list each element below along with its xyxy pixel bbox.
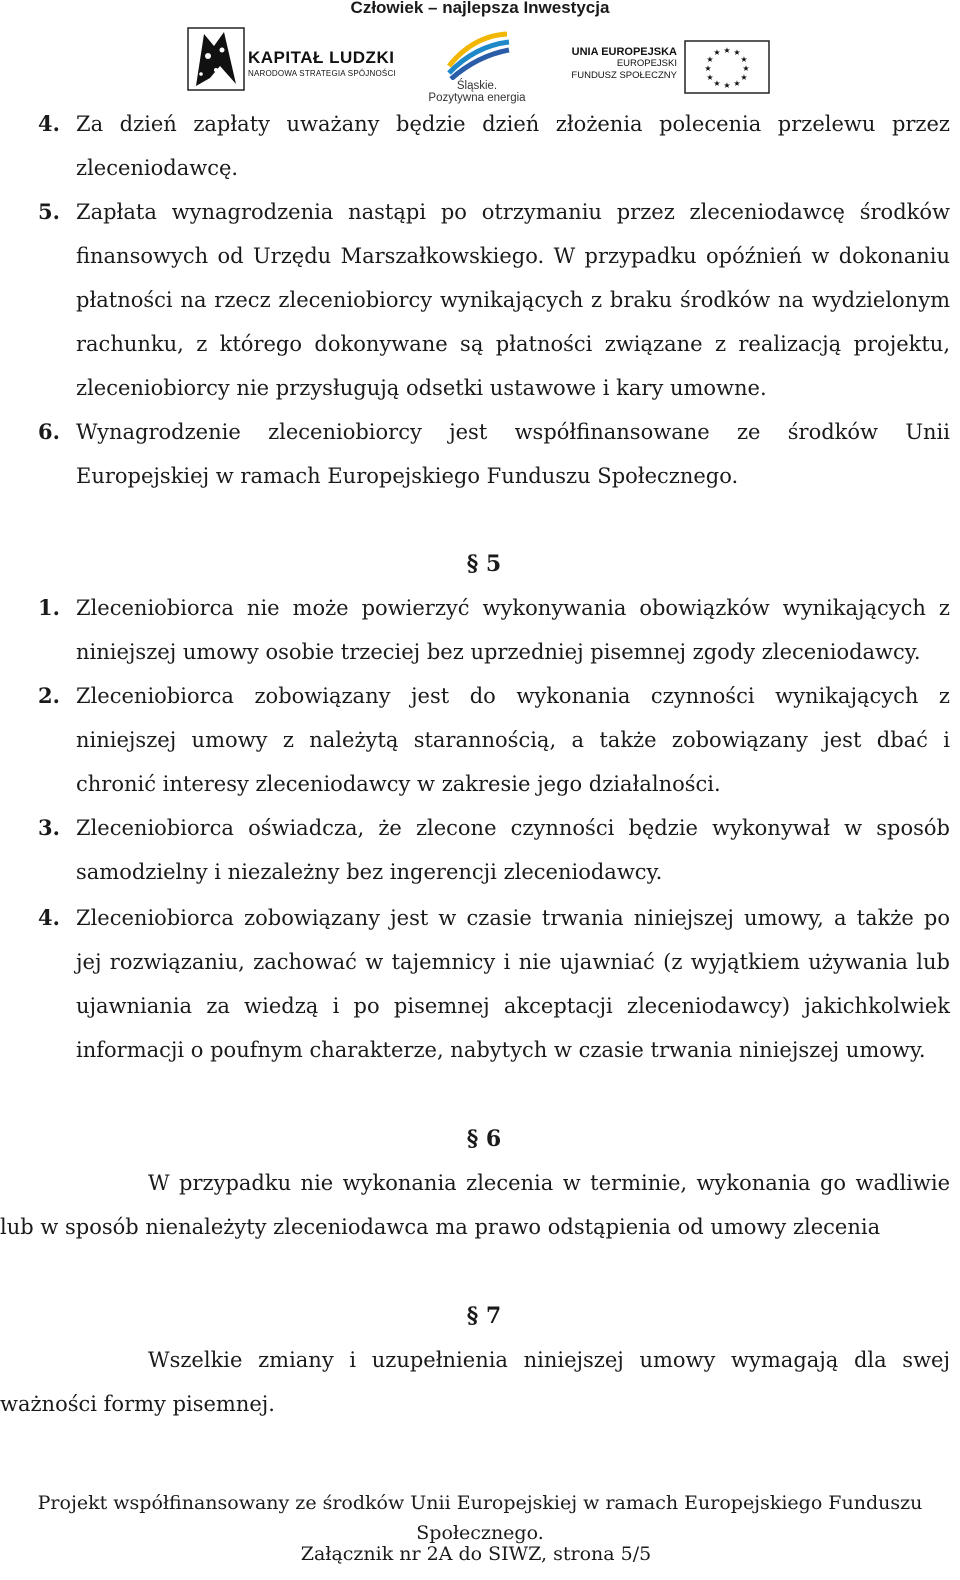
paragraph-line: Wynagrodzenie zleceniobiorcy jest współfinansowane ze środków Unii <box>76 420 950 444</box>
item-number: 4. <box>38 905 60 930</box>
slaskie-slogan: Pozytywna energia <box>428 92 526 104</box>
item-number: 4. <box>38 111 60 136</box>
kapital-ludzki-logo <box>186 26 248 94</box>
svg-text:★: ★ <box>706 73 714 82</box>
svg-text:★: ★ <box>704 64 712 73</box>
paragraph-line: lub w sposób nienależyty zleceniodawca ma prawo odstąpienia od umowy zlecenia <box>0 1215 881 1239</box>
svg-text:★: ★ <box>733 48 741 57</box>
svg-text:★: ★ <box>723 81 731 90</box>
svg-text:★: ★ <box>733 79 741 88</box>
section-heading: § 7 <box>466 1303 502 1329</box>
paragraph-line: zleceniodawcę. <box>76 156 239 180</box>
paragraph-line: zleceniobiorcy nie przysługują odsetki ustawowe i kary umowne. <box>76 376 767 400</box>
slaskie-label: Śląskie. <box>456 80 498 92</box>
paragraph-line: Zleceniobiorca zobowiązany jest do wykonania czynności wynikających z <box>76 684 950 708</box>
eu-label: UNIA EUROPEJSKA <box>571 46 677 58</box>
eu-fund-label-2: FUNDUSZ SPOŁECZNY <box>571 70 677 81</box>
paragraph-line: niniejszej umowy osobie trzeciej bez uprzedniej pisemnej zgody zleceniodawcy. <box>76 640 921 664</box>
paragraph-line: Zleceniobiorca oświadcza, że zlecone czynności będzie wykonywał w sposób <box>76 816 950 840</box>
eu-text <box>557 46 677 82</box>
slaskie-logo <box>443 26 513 80</box>
paragraph-line: Europejskiej w ramach Europejskiego Funduszu Społecznego. <box>76 464 739 488</box>
svg-text:★: ★ <box>742 64 750 73</box>
kapital-ludzki-text <box>248 48 396 78</box>
item-number: 5. <box>38 199 60 224</box>
paragraph-line: ważności formy pisemnej. <box>0 1392 275 1416</box>
eu-fund-label-1: EUROPEJSKI <box>616 58 677 69</box>
paragraph-line: Za dzień zapłaty uważany będzie dzień złożenia polecenia przelewu przez <box>76 112 950 136</box>
svg-text:★: ★ <box>740 73 748 82</box>
paragraph-line: płatności na rzecz zleceniobiorcy wynikających z braku środków na wydzielonym <box>76 288 950 312</box>
paragraph-line: chronić interesy zleceniodawcy w zakresie jego działalności. <box>76 772 721 796</box>
item-number: 2. <box>38 683 60 708</box>
paragraph-line: samodzielny i niezależny bez ingerencji zleceniodawcy. <box>76 860 663 884</box>
slaskie-text <box>412 80 542 104</box>
paragraph-line: Zapłata wynagrodzenia nastąpi po otrzymaniu przez zleceniodawcę środków <box>76 200 950 224</box>
item-number: 1. <box>38 595 60 620</box>
paragraph-line: finansowych od Urzędu Marszałkowskiego. W przypadku opóźnień w dokonaniu <box>76 244 950 268</box>
paragraph-line: Zleceniobiorca zobowiązany jest w czasie trwania niniejszej umowy, a także po <box>76 906 950 930</box>
paragraph-line: W przypadku nie wykonania zlecenia w terminie, wykonania go wadliwie <box>148 1171 950 1195</box>
section-heading: § 6 <box>466 1126 502 1152</box>
svg-text:★: ★ <box>723 46 731 55</box>
svg-text:★: ★ <box>713 48 721 57</box>
paragraph-line: ujawniania za wiedzą i po pisemnej akceptacji zleceniodawcy) jakichkolwiek <box>76 994 950 1018</box>
item-number: 3. <box>38 815 60 840</box>
svg-text:★: ★ <box>706 55 714 64</box>
footer-project-note: Projekt współfinansowany ze środków Unii Europejskiej w ramach Europejskiego Funduszu Społecznego. <box>37 1492 923 1544</box>
logo-bar <box>0 26 960 104</box>
kapital-ludzki-sublabel: NARODOWA STRATEGIA SPÓJNOŚCI <box>248 69 396 78</box>
header-title: Człowiek – najlepsza Inwestycja <box>350 0 610 17</box>
paragraph-line: Zleceniobiorca nie może powierzyć wykonywania obowiązków wynikających z <box>76 596 950 620</box>
paragraph-line: informacji o poufnym charakterze, nabytych w czasie trwania niniejszej umowy. <box>76 1038 926 1062</box>
svg-text:★: ★ <box>713 79 721 88</box>
section-heading: § 5 <box>466 551 502 577</box>
paragraph-line: rachunku, z którego dokonywane są płatności związane z realizacją projektu, <box>76 332 950 356</box>
paragraph-line: Wszelkie zmiany i uzupełnienia niniejszej umowy wymagają dla swej <box>148 1348 950 1372</box>
kapital-ludzki-label: KAPITAŁ LUDZKI <box>248 48 395 67</box>
item-number: 6. <box>38 419 60 444</box>
eu-flag-icon <box>684 40 770 94</box>
paragraph-line: niniejszej umowy z należytą starannością, a także zobowiązany jest dbać i <box>76 728 950 752</box>
footer-page-number: Załącznik nr 2A do SIWZ, strona 5/5 <box>300 1543 652 1565</box>
paragraph-line: jej rozwiązaniu, zachować w tajemnicy i nie ujawniać (z wyjątkiem używania lub <box>76 950 950 974</box>
svg-text:★: ★ <box>740 55 748 64</box>
